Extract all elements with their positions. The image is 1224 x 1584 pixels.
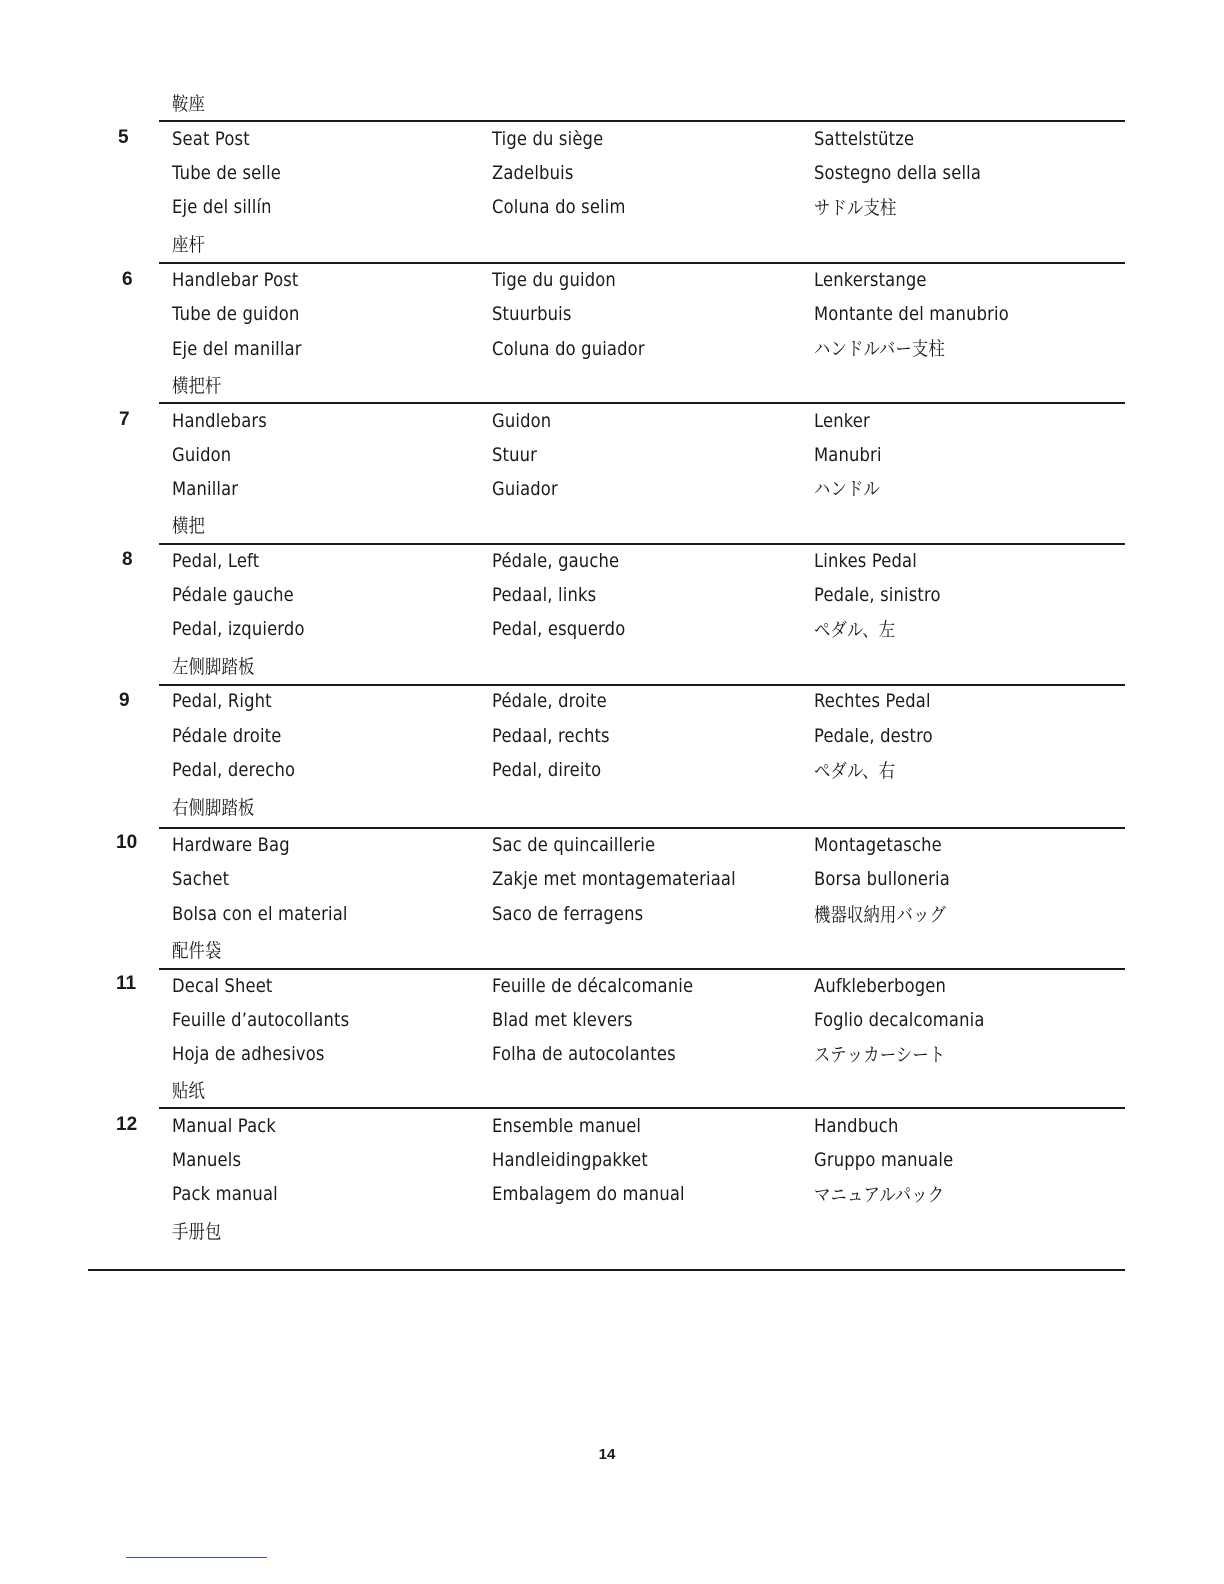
name-japanese: ハンドル xyxy=(814,478,881,500)
name-japanese: マニュアルパック xyxy=(814,1184,945,1206)
item-number: 6 xyxy=(122,269,133,290)
name-italian: Manubri xyxy=(814,444,882,466)
name-chinese: 横把杆 xyxy=(172,375,222,397)
name-chinese: 贴纸 xyxy=(172,1080,206,1102)
table-bottom-rule xyxy=(88,1269,1125,1271)
name-portuguese: Embalagem do manual xyxy=(492,1183,685,1205)
name-german: Lenker xyxy=(814,410,870,432)
name-dutch: Blad met klevers xyxy=(492,1009,633,1031)
row-divider xyxy=(159,684,1125,686)
name-french-canadian: Pédale gauche xyxy=(172,584,294,606)
name-dutch: Handleidingpakket xyxy=(492,1149,648,1171)
name-italian: Montante del manubrio xyxy=(814,303,1009,325)
name-french-canadian: Pédale droite xyxy=(172,725,282,747)
name-german: Montagetasche xyxy=(814,834,942,856)
name-english: Hardware Bag xyxy=(172,834,290,856)
item-number: 10 xyxy=(116,832,138,853)
name-portuguese: Pedal, esquerdo xyxy=(492,618,626,640)
name-dutch: Zadelbuis xyxy=(492,162,574,184)
name-dutch: Pedaal, links xyxy=(492,584,597,606)
item-number: 5 xyxy=(118,127,129,148)
name-chinese: 配件袋 xyxy=(172,940,222,962)
name-portuguese: Coluna do selim xyxy=(492,196,626,218)
item-number: 11 xyxy=(116,973,137,994)
name-french-canadian: Manuels xyxy=(172,1149,242,1171)
name-french-canadian: Tube de selle xyxy=(172,162,282,184)
name-spanish: Manillar xyxy=(172,478,239,500)
name-japanese: ステッカーシート xyxy=(814,1044,946,1066)
name-french: Guidon xyxy=(492,410,552,432)
name-spanish: Pack manual xyxy=(172,1183,278,1205)
name-english: Handlebars xyxy=(172,410,267,432)
name-portuguese: Saco de ferragens xyxy=(492,903,644,925)
name-english: Decal Sheet xyxy=(172,975,273,997)
name-german: Sattelstütze xyxy=(814,128,915,150)
name-chinese: 横把 xyxy=(172,515,206,537)
row-divider xyxy=(159,827,1125,829)
name-dutch: Zakje met montagemateriaal xyxy=(492,868,736,890)
name-japanese: 機器収納用バッグ xyxy=(814,904,947,926)
name-spanish: Pedal, izquierdo xyxy=(172,618,305,640)
name-french: Sac de quincaillerie xyxy=(492,834,656,856)
row-divider xyxy=(159,262,1125,264)
item-number: 8 xyxy=(122,549,133,570)
name-portuguese: Pedal, direito xyxy=(492,759,602,781)
item-number: 9 xyxy=(119,690,130,711)
name-japanese: ハンドルバー支柱 xyxy=(814,338,945,360)
name-dutch: Stuur xyxy=(492,444,538,466)
name-japanese: サドル支柱 xyxy=(814,197,897,219)
item-number: 7 xyxy=(119,409,130,430)
name-english: Manual Pack xyxy=(172,1115,277,1137)
name-french: Ensemble manuel xyxy=(492,1115,642,1137)
name-spanish: Eje del manillar xyxy=(172,338,302,360)
page-number: 14 xyxy=(598,1446,616,1463)
name-french: Pédale, droite xyxy=(492,690,607,712)
name-italian: Pedale, destro xyxy=(814,725,933,747)
name-english: Handlebar Post xyxy=(172,269,299,291)
name-german: Handbuch xyxy=(814,1115,899,1137)
item-number: 12 xyxy=(116,1114,138,1135)
name-german: Aufkleberbogen xyxy=(814,975,947,997)
row-divider xyxy=(159,402,1125,404)
footnote-link-line xyxy=(126,1557,267,1558)
name-german: Linkes Pedal xyxy=(814,550,917,572)
name-french-canadian: Feuille d’autocollants xyxy=(172,1009,350,1031)
name-chinese: 手册包 xyxy=(172,1221,222,1243)
name-italian: Pedale, sinistro xyxy=(814,584,941,606)
name-japanese: ペダル、左 xyxy=(814,619,896,641)
name-dutch: Stuurbuis xyxy=(492,303,572,325)
name-english: Pedal, Left xyxy=(172,550,260,572)
name-chinese: 左侧脚踏板 xyxy=(172,656,255,678)
header-chinese-label: 鞍座 xyxy=(172,93,206,115)
name-french: Tige du guidon xyxy=(492,269,616,291)
name-chinese: 右侧脚踏板 xyxy=(172,797,255,819)
name-french-canadian: Tube de guidon xyxy=(172,303,300,325)
name-french-canadian: Sachet xyxy=(172,868,230,890)
name-french: Tige du siège xyxy=(492,128,604,150)
name-spanish: Bolsa con el material xyxy=(172,903,348,925)
name-italian: Gruppo manuale xyxy=(814,1149,954,1171)
name-german: Lenkerstange xyxy=(814,269,927,291)
row-divider xyxy=(159,968,1125,970)
name-spanish: Hoja de adhesivos xyxy=(172,1043,325,1065)
name-portuguese: Folha de autocolantes xyxy=(492,1043,676,1065)
name-italian: Sostegno della sella xyxy=(814,162,982,184)
name-dutch: Pedaal, rechts xyxy=(492,725,610,747)
name-french-canadian: Guidon xyxy=(172,444,232,466)
name-french: Feuille de décalcomanie xyxy=(492,975,694,997)
name-spanish: Eje del sillín xyxy=(172,196,272,218)
name-french: Pédale, gauche xyxy=(492,550,620,572)
name-portuguese: Coluna do guiador xyxy=(492,338,645,360)
name-spanish: Pedal, derecho xyxy=(172,759,296,781)
name-english: Pedal, Right xyxy=(172,690,272,712)
name-portuguese: Guiador xyxy=(492,478,558,500)
row-divider xyxy=(159,120,1125,122)
name-english: Seat Post xyxy=(172,128,250,150)
name-italian: Borsa bulloneria xyxy=(814,868,950,890)
name-chinese: 座杆 xyxy=(172,234,206,256)
row-divider xyxy=(159,543,1125,545)
name-italian: Foglio decalcomania xyxy=(814,1009,985,1031)
name-german: Rechtes Pedal xyxy=(814,690,931,712)
name-japanese: ペダル、右 xyxy=(814,760,896,782)
row-divider xyxy=(159,1107,1125,1109)
